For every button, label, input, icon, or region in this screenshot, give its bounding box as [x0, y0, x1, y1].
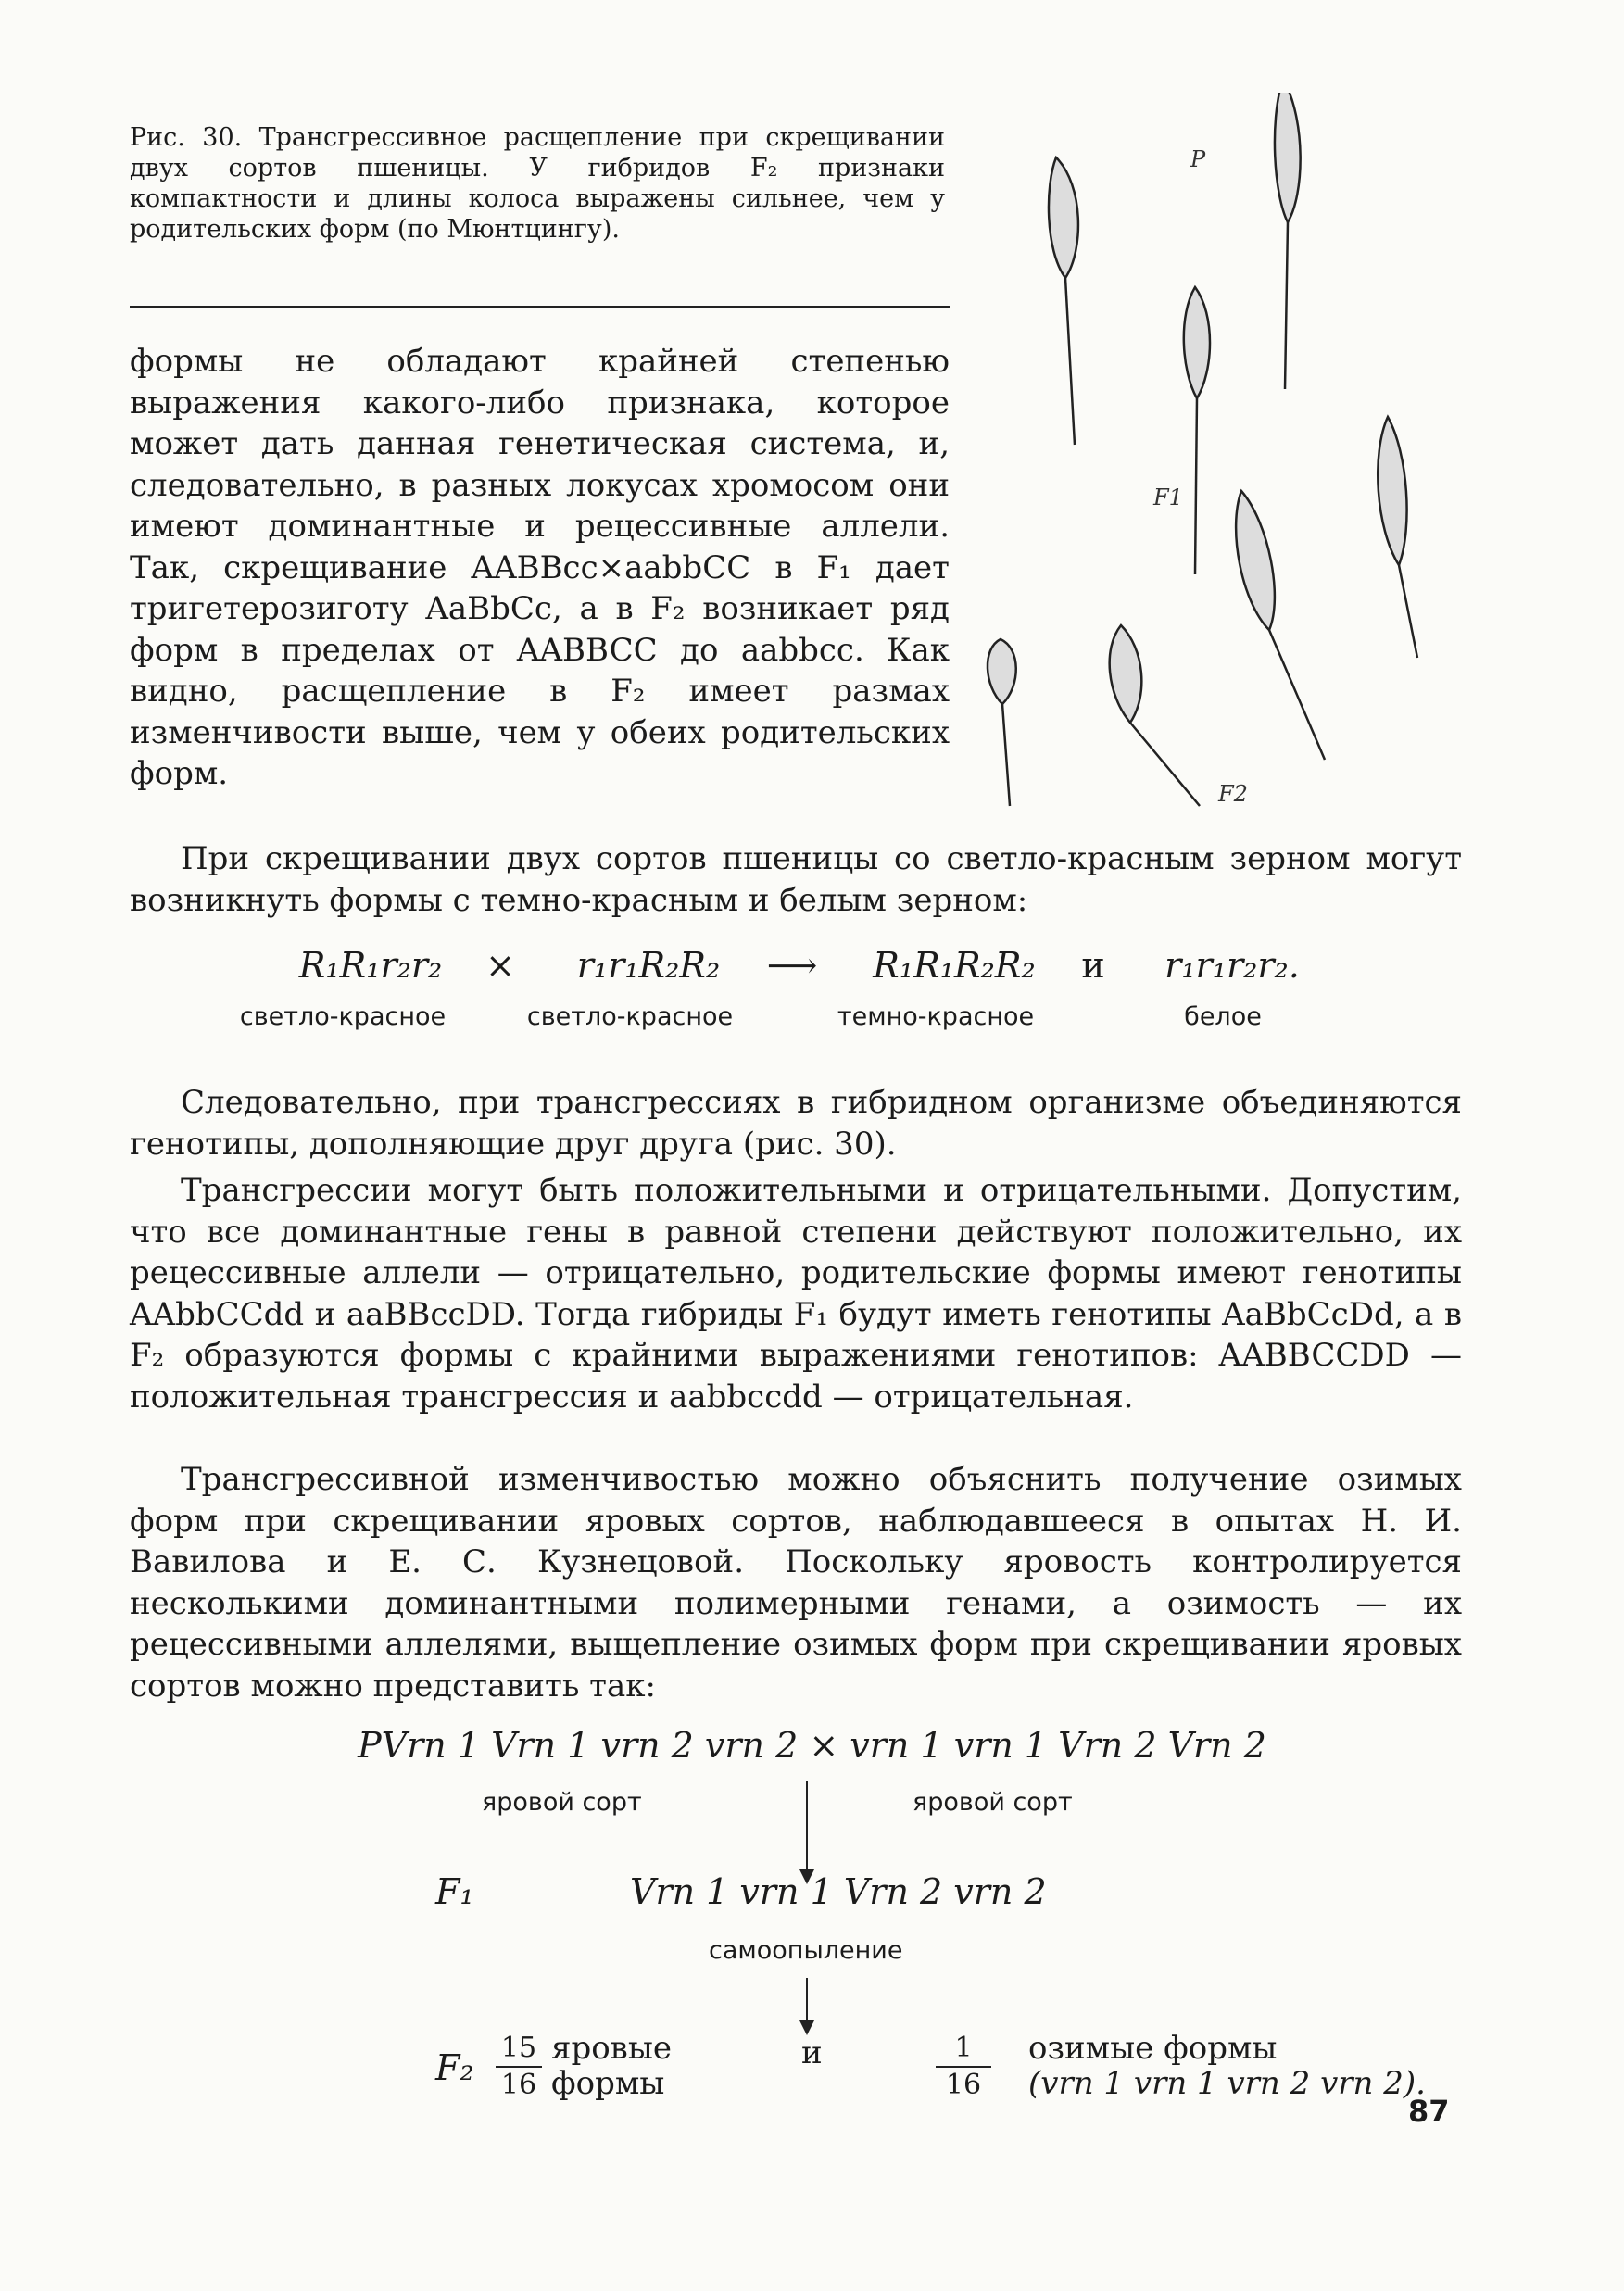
- wheat-ear-icon: [1184, 287, 1210, 574]
- frac1-text-bottom: формы: [551, 2065, 665, 2102]
- scheme-and: и: [801, 2034, 823, 2071]
- cross-formula-1: [0, 945, 1624, 1047]
- result-2-genotype: r₁r₁r₂r₂.: [1164, 945, 1300, 986]
- arrow-down-icon: [806, 1978, 808, 2033]
- scheme-self-pollination: самоопыление: [709, 1936, 903, 1965]
- frac2-text: [1028, 2031, 1426, 2101]
- scheme-f1-genotype: Vrn 1 vrn 1 Vrn 2 vrn 2: [630, 1871, 1047, 1912]
- arrow-down-icon: [806, 1781, 808, 1882]
- wheat-ear-icon: [1275, 93, 1301, 389]
- parent-2-genotype: r₁r₁R₂R₂: [576, 945, 721, 986]
- frac2-denominator: 16: [936, 2066, 991, 2103]
- scheme-parents-line: PVrn 1 Vrn 1 vrn 2 vrn 2 × vrn 1 vrn 1 Vrn 2 Vrn 2: [358, 1725, 1266, 1766]
- wheat-ear-icon: [1236, 491, 1325, 760]
- caption-divider: [130, 306, 950, 308]
- wheat-ear-icon: [988, 639, 1016, 806]
- scheme-f1-label: F₁: [435, 1871, 474, 1912]
- frac1-numerator: 15: [500, 2032, 537, 2064]
- label-f1: F1: [1153, 485, 1183, 510]
- scheme-f2-label: F₂: [435, 2047, 474, 2088]
- wheat-ears-illustration: [963, 93, 1482, 834]
- label-p: P: [1190, 146, 1206, 172]
- paragraph-4: Трансгрессии могут быть положительными и отрицательными. Допустим, что все доминантные гены в равной степени действуют положительно, их рецессивные аллели — отрицательно, родительские формы имеют генотипы AAbbCCdd и aaBBccDD. Тогда гибриды F₁ будут иметь генотипы AaBbCcDd, а в F₂ образуются формы с крайними выражениями генотипов: AABBCCDD — положительная трансгрессия и aabbccdd — отрицательная.: [130, 1172, 1462, 1416]
- fraction-1-16: [936, 2031, 991, 2103]
- frac2-text-bottom: (vrn 1 vrn 1 vrn 2 vrn 2).: [1028, 2065, 1426, 2102]
- frac2-text-top: озимые формы: [1028, 2030, 1278, 2067]
- result-1-genotype: R₁R₁R₂R₂: [873, 945, 1036, 986]
- label-result-1: темно-красное: [837, 1002, 1035, 1031]
- paragraph-left: формы не обладают крайней степенью выражения какого-либо признака, которое может дать данная генетическая система, и, следовательно, в разных локусах хромосом они имеют доминантные и рецессивные аллели. Так, скрещивание AABBcc×aabbCC в F₁ дает тригетерозиготу AaBbCc, а в F₂ возникает ряд форм в пределах от AABBCC до aabbcc. Как видно, расщепление в F₂ имеет размах изменчивости выше, чем у обеих родительских форм.: [130, 343, 950, 792]
- figure-caption: [130, 122, 945, 245]
- label-parent-2: светло-красное: [526, 1002, 734, 1031]
- parent-1-genotype: R₁R₁r₂r₂: [298, 945, 443, 986]
- label-result-2: белое: [1184, 1002, 1262, 1031]
- frac1-text-top: яровые: [551, 2030, 673, 2067]
- wheat-ear-icon: [1378, 417, 1417, 658]
- cross-sign: ×: [485, 945, 515, 986]
- paragraph-5: Трансгрессивной изменчивостью можно объяснить получение озимых форм при скрещивании яровых сортов, наблюдавшееся в опытах Н. И. Вавилова и Е. С. Кузнецовой. Поскольку яровость контролируется несколькими доминантными полимерными генами, а озимость — их рецессивными аллелями, выщепление озимых форм при скрещивании яровых сортов можно представить так:: [130, 1461, 1462, 1705]
- and-word: и: [1081, 945, 1105, 986]
- caption-text: Рис. 30. Трансгрессивное расщепление при скрещивании двух сортов пшеницы. У гибридов F₂ признаки компактности и длины колоса выражены сильнее, чем у родительских форм (по Мюнтцингу).: [130, 123, 945, 244]
- paragraph-2: При скрещивании двух сортов пшеницы со светло-красным зерном могут возникнуть формы с темно-красным и белым зерном:: [130, 840, 1462, 919]
- label-f2: F2: [1218, 781, 1248, 807]
- arrow-right-icon: ⟶: [766, 945, 818, 986]
- scheme-label-left: яровой сорт: [482, 1788, 642, 1817]
- label-parent-1: светло-красное: [239, 1002, 447, 1031]
- wheat-ear-icon: [1049, 157, 1078, 445]
- fraction-15-16: [496, 2031, 542, 2103]
- wheat-ear-icon: [1110, 625, 1200, 806]
- frac1-text: [551, 2031, 672, 2101]
- frac1-denominator: 16: [496, 2066, 542, 2103]
- page-number: 87: [1408, 2094, 1450, 2129]
- scheme-label-right: яровой сорт: [913, 1788, 1073, 1817]
- frac2-numerator: 1: [954, 2032, 973, 2064]
- paragraph-3: Следовательно, при трансгрессиях в гибридном организме объединяются генотипы, дополняющие друг друга (рис. 30).: [130, 1084, 1462, 1163]
